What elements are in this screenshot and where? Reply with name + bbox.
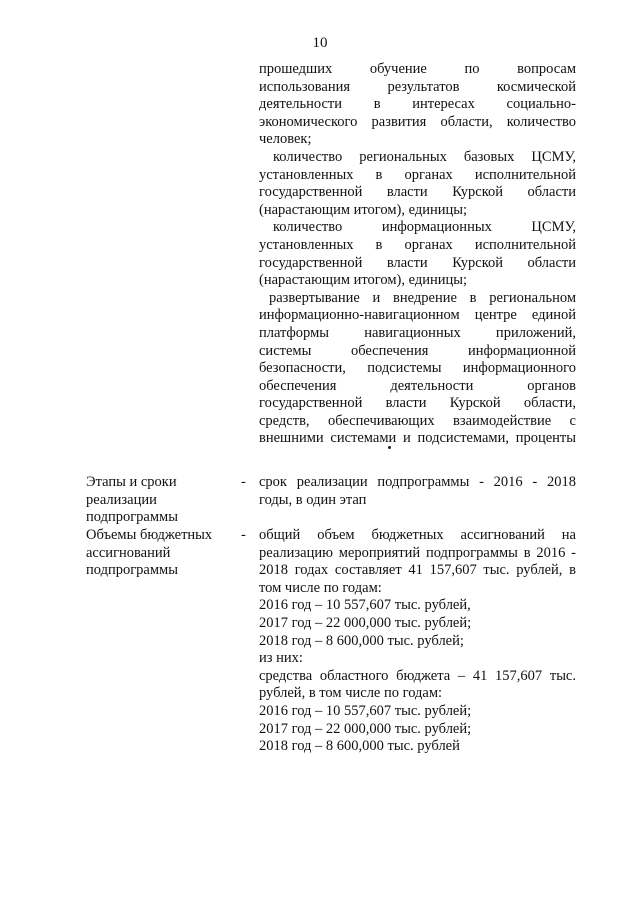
stages-dash: -	[241, 474, 246, 490]
text-line: деятельности в интересах социально-	[259, 96, 576, 113]
label-line: Объемы бюджетных	[86, 527, 213, 543]
regional-2018: 2018 год – 8 600,000 тыс. рублей	[259, 738, 460, 755]
text-line: обеспечения деятельности органов	[259, 377, 576, 394]
budget-2016: 2016 год – 10 557,607 тыс. рублей,	[259, 597, 471, 614]
text-line: государственной власти Курской области,	[259, 395, 576, 412]
text-line: срок реализации подпрограммы - 2016 - 2018	[259, 474, 576, 490]
text-line: платформы навигационных приложений,	[259, 324, 576, 341]
text-line: количество информационных ЦСМУ,	[273, 219, 576, 236]
indicator-trained-people	[259, 61, 576, 149]
text-line: системы обеспечения информационной	[259, 342, 576, 359]
regional-budget-total: средства областного бюджета – 41 157,607 тыс.	[259, 667, 576, 684]
text-line: прошедших обучение по вопросам	[259, 61, 576, 77]
regional-2016: 2016 год – 10 557,607 тыс. рублей;	[259, 702, 472, 719]
indicators-continuation	[259, 61, 576, 448]
budget-text	[259, 527, 576, 756]
label-line: ассигнований	[86, 544, 171, 561]
text-line: развертывание и внедрение в региональном	[269, 289, 576, 306]
indicator-platform-deployment	[259, 290, 576, 448]
indicator-info-csmu	[259, 219, 576, 289]
label-line: подпрограммы	[86, 509, 178, 526]
text-line: государственной власти Курской области	[259, 184, 576, 201]
text-line: экономического развития области, количество	[259, 113, 576, 130]
page-number: 10	[312, 35, 328, 51]
text-line: средств, обеспечивающих взаимодействие с	[259, 412, 576, 429]
text-line: безопасности, подсистемы информационного	[259, 360, 576, 377]
text-line: из них:	[259, 650, 303, 667]
stages-label	[86, 474, 178, 527]
text-line: годы, в один этап	[259, 491, 367, 508]
text-line: установленных в органах исполнительной	[259, 166, 576, 183]
text-line: использования результатов космической	[259, 78, 576, 95]
text-line: государственной власти Курской области	[259, 254, 576, 271]
indicator-base-csmu	[259, 149, 576, 219]
label-line: Этапы и сроки	[86, 474, 177, 490]
text-line: общий объем бюджетных ассигнований на	[259, 527, 576, 543]
text-line: реализацию мероприятий подпрограммы в 2016 -	[259, 544, 576, 561]
budget-2018: 2018 год – 8 600,000 тыс. рублей;	[259, 632, 464, 649]
regional-2017: 2017 год – 22 000,000 тыс. рублей;	[259, 720, 472, 737]
text-line: количество региональных базовых ЦСМУ,	[273, 148, 576, 165]
text-line: информационно-навигационном центре единой	[259, 307, 576, 324]
label-line: реализации	[86, 491, 157, 508]
text-line: 2018 годах составляет 41 157,607 тыс. рублей, в	[259, 562, 576, 579]
text-line: человек;	[259, 131, 312, 148]
text-line: (нарастающим итогом), единицы;	[259, 272, 468, 289]
text-line: установленных в органах исполнительной	[259, 236, 576, 253]
text-line: внешними системами и подсистемами, проценты	[259, 430, 576, 447]
budget-label	[86, 527, 212, 580]
budget-dash: -	[241, 527, 246, 543]
budget-2017: 2017 год – 22 000,000 тыс. рублей;	[259, 614, 472, 631]
text-line: рублей, в том числе по годам:	[259, 685, 443, 702]
text-line: том числе по годам:	[259, 579, 382, 596]
label-line: подпрограммы	[86, 562, 178, 579]
stages-text	[259, 474, 576, 509]
text-line: (нарастающим итогом), единицы;	[259, 201, 468, 218]
stray-dot-mark	[388, 446, 391, 449]
